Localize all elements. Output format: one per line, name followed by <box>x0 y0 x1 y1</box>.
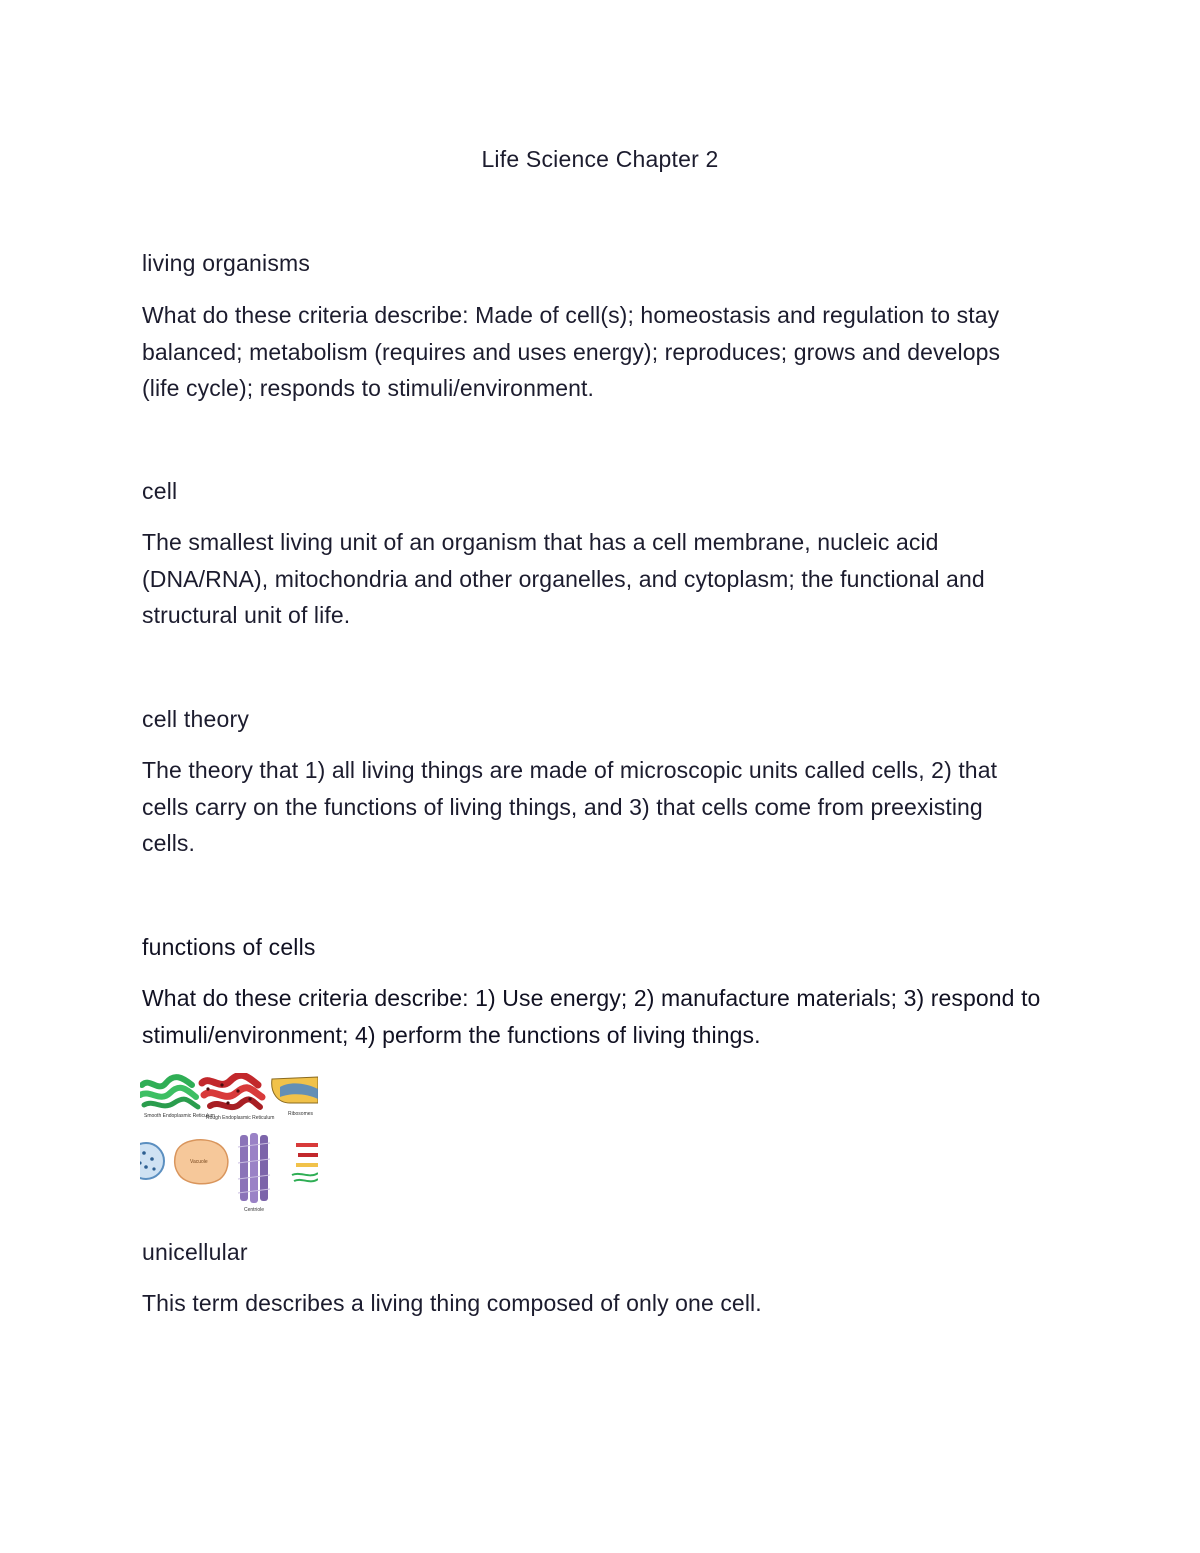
organelles-image <box>140 1073 318 1215</box>
definition-cell-theory: The theory that 1) all living things are made of microscopic units called cells, 2) that cells carry on the functions of living things, and 3) that cells come from preexisting cells. <box>142 757 998 856</box>
term-cell-theory: cell theory <box>142 706 250 732</box>
centriole-illustration <box>238 1133 270 1203</box>
label-smooth-er: Smooth Endoplasmic Reticulum <box>144 1113 215 1119</box>
definition-functions-of-cells: What do these criteria describe: 1) Use energy; 2) manufacture materials; 3) respond to stimuli/environment; 4) perform the functions of living things. <box>142 985 1041 1048</box>
term-functions-of-cells: functions of cells <box>142 934 316 960</box>
term-cell: cell <box>142 478 178 504</box>
ribosomes-illustration <box>272 1077 318 1103</box>
label-ribosomes: Ribosomes <box>288 1111 314 1117</box>
definition-cell: The smallest living unit of an organism that has a cell membrane, nucleic acid (DNA/RNA), mitochondria and other organelles, and cytoplasm; the functional and structural unit of life. <box>142 529 985 628</box>
definition-unicellular: This term describes a living thing composed of only one cell. <box>142 1290 762 1316</box>
label-vacuole: Vacuole <box>190 1159 208 1165</box>
definition-living-organisms: What do these criteria describe: Made of cell(s); homeostasis and regulation to stay balanced; metabolism (requires and uses energy); reproduces; grows and develops (life cycle); responds to stimuli/environment. <box>142 302 1001 401</box>
label-centriole: Centriole <box>244 1207 265 1213</box>
page-title: Life Science Chapter 2 <box>481 146 719 172</box>
label-rough-er: Rough Endoplasmic Reticulum <box>206 1115 275 1121</box>
term-living-organisms: living organisms <box>142 250 311 276</box>
term-unicellular: unicellular <box>142 1239 248 1265</box>
